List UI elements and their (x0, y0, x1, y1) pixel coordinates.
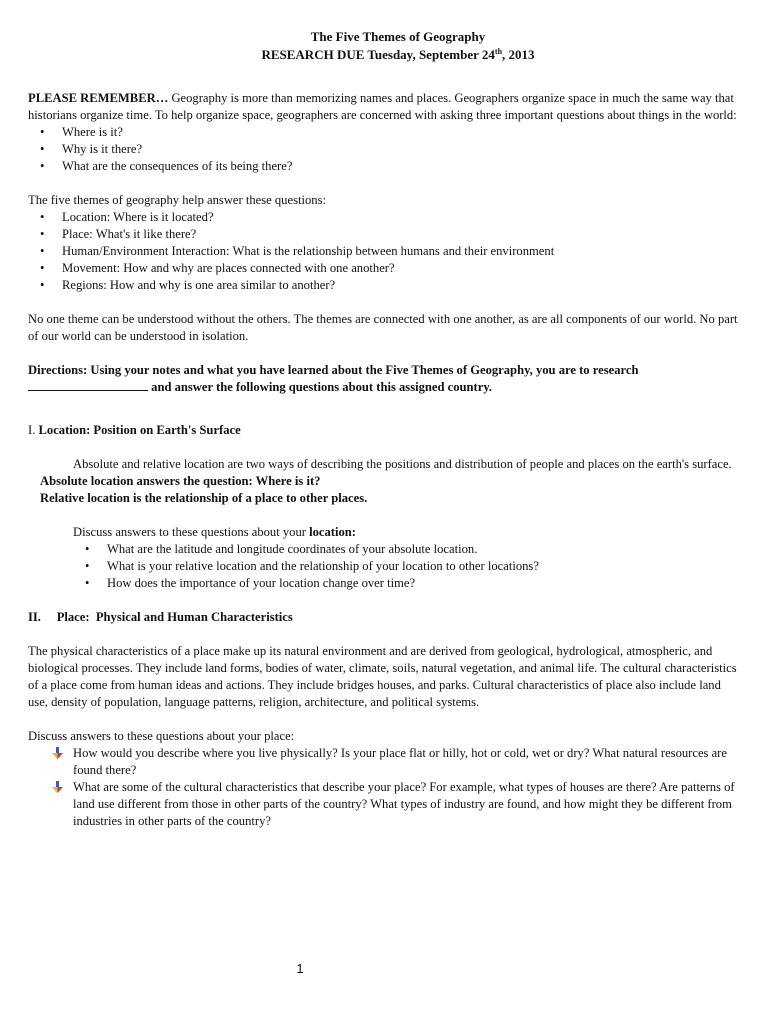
page-number: 1 (296, 961, 304, 976)
intro-lead: PLEASE REMEMBER… (28, 91, 169, 105)
place-paragraph: The physical characteristics of a place make up its natural environment and are derived from geological, hydrological, atmospheric, and biological processes. They include land forms, bodies of water, climate, soils, natural vegetation, and animal life. The cultural characteristics of a place come from human ideas and actions. They include bridges houses, and parks. Cultural characteristics of place also include land use, density of population, language patterns, religion, architecture, and political systems. (28, 644, 737, 709)
location-heading (28, 422, 740, 439)
location-discuss-prompt (28, 524, 740, 541)
list-item: • What is your relative location and the relationship of your location to other locations? (28, 558, 588, 575)
themes-lead: The five themes of geography help answer these questions: (28, 193, 326, 207)
list-item: • What are the latitude and longitude coordinates of your absolute location. (28, 541, 588, 558)
relative-location-statement: Relative location is the relationship of a place to other places. (40, 491, 368, 505)
document-page (28, 28, 740, 830)
directions-paragraph (28, 362, 740, 396)
colored-down-arrow-icon (51, 747, 64, 760)
intro-paragraph (28, 90, 740, 124)
due-date-year: , 2013 (502, 47, 535, 62)
question-text: What are some of the cultural characteristics that describe your place? For example, what types of houses are there? Are patterns of land use different from those in other parts of the country? What types of industry are found, and how might they be different from industries in other parts of the country? (73, 780, 735, 828)
list-item: • Movement: How and why are places connected with one another? (28, 260, 740, 277)
absolute-location-statement: Absolute location answers the question: Where is it? (40, 474, 321, 488)
intro-text: Geography is more than memorizing names and places. Geographers organize space in much the same way that historians organize time. To help organize space, geographers are concerned with asking three important questions about things in the world: (28, 91, 737, 122)
due-date-line (56, 46, 740, 64)
location-paragraph: Absolute and relative location are two ways of describing the positions and distribution of people and places on the earth's surface. (73, 457, 732, 471)
country-blank-line (28, 379, 148, 391)
section-title: Location: Position on Earth's Surface (38, 423, 241, 437)
directions-text-end: and answer the following questions about this assigned country. (148, 380, 493, 394)
document-title: The Five Themes of Geography (310, 29, 486, 44)
question-text: How would you describe where you live physically? Is your place flat or hilly, hot or cold, wet or dry? What natural resources are found there? (73, 746, 727, 777)
list-item: • Location: Where is it located? (28, 209, 740, 226)
directions-text: Directions: Using your notes and what you have learned about the Five Themes of Geography, you are to research (28, 363, 639, 377)
connected-paragraph: No one theme can be understood without the others. The themes are connected with one another, as are all components of our world. No part of our world can be understood in isolation. (28, 312, 738, 343)
section-numeral: I. (28, 423, 39, 437)
list-item: • Regions: How and why is one area similar to another? (28, 277, 740, 294)
list-item: • Where is it? (28, 124, 740, 141)
list-item: • Place: What's it like there? (28, 226, 740, 243)
colored-down-arrow-icon (51, 781, 64, 794)
intro-questions-list (28, 124, 740, 175)
list-item (28, 745, 740, 779)
list-item: • Human/Environment Interaction: What is the relationship between humans and their environment (28, 243, 740, 260)
list-item: • How does the importance of your location change over time? (28, 575, 588, 592)
discuss-bold: location: (309, 525, 356, 539)
place-heading: II. Place: Physical and Human Characteristics (28, 610, 293, 624)
list-item: • Why is it there? (28, 141, 740, 158)
list-item: • What are the consequences of its being there? (28, 158, 740, 175)
list-item (28, 779, 740, 830)
themes-list (28, 209, 740, 294)
place-discuss-prompt: Discuss answers to these questions about your place: (28, 729, 295, 743)
place-questions-list (28, 745, 740, 830)
due-date-text: RESEARCH DUE Tuesday, September 24 (261, 47, 495, 62)
due-date-superscript: th (494, 47, 503, 56)
location-questions-list (28, 541, 588, 592)
discuss-text: Discuss answers to these questions about your (73, 525, 310, 539)
